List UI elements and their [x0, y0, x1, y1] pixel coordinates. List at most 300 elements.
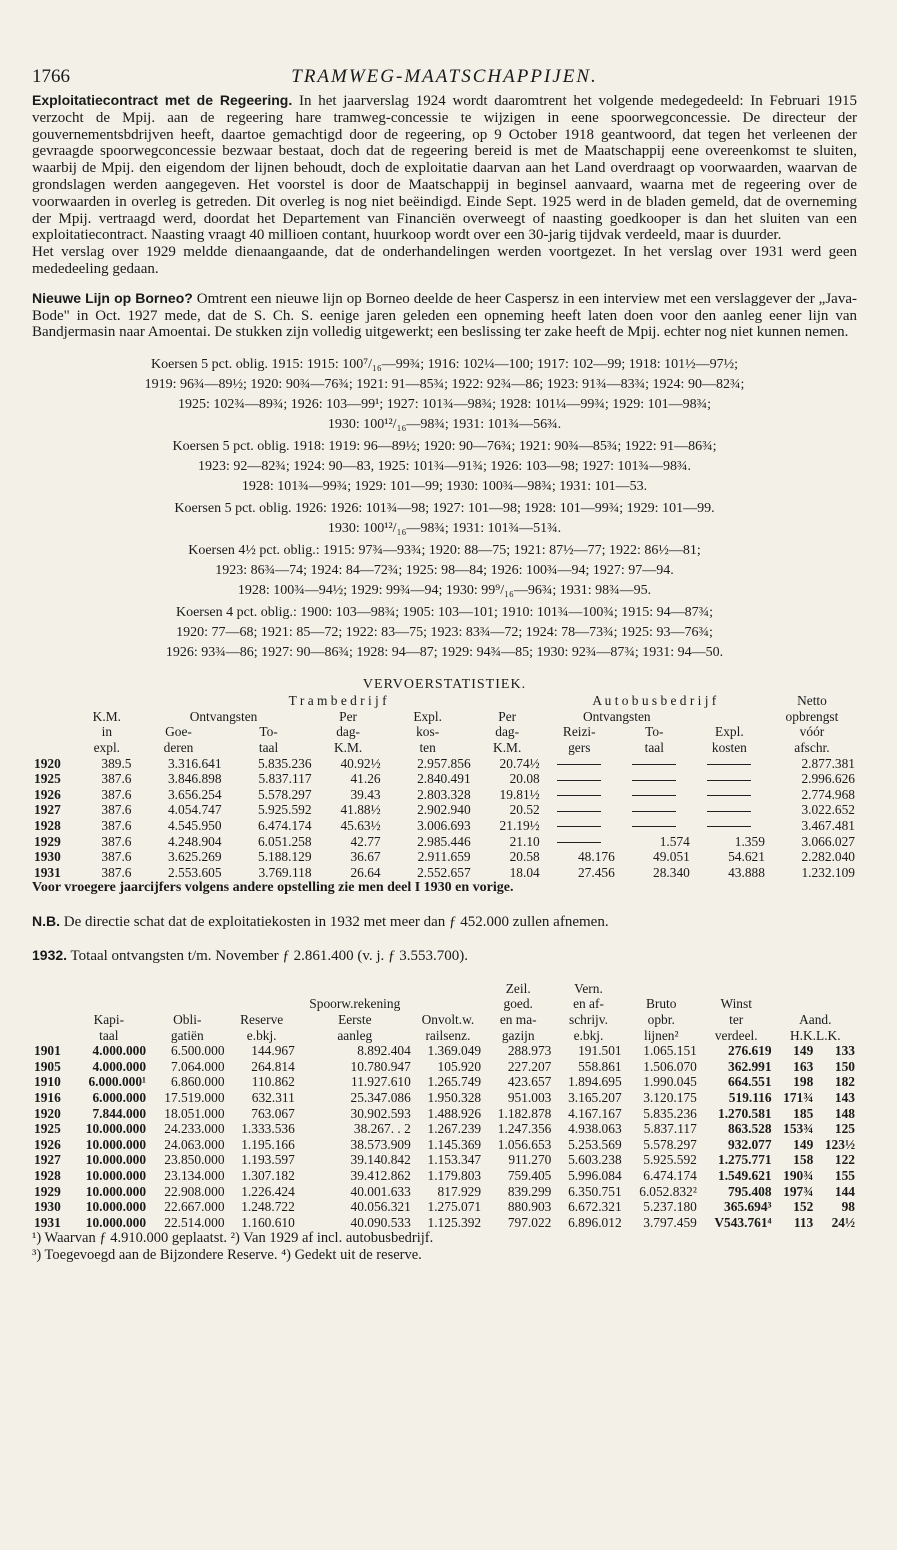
cell-totaal: 5.188.129: [257, 849, 312, 865]
vervoer-table: [32, 693, 857, 880]
cell-perdag2: 21.10: [509, 833, 540, 849]
cell-res: 1.333.536: [241, 1121, 295, 1137]
cell-winst: 664.551: [728, 1074, 772, 1090]
table-row: [32, 1059, 857, 1075]
cell-k: 144: [834, 1183, 855, 1199]
table-row: [32, 771, 857, 787]
kapitaal-head-onvolt: railsenz.: [425, 1027, 471, 1043]
kapitaal-head-zeil: goed.: [503, 996, 533, 1012]
kapitaal-head-kap: [70, 981, 148, 997]
cell-vern: 4.167.167: [568, 1105, 622, 1121]
cell-kap: 7.844.000: [92, 1105, 147, 1121]
cell-k: 123½: [824, 1136, 855, 1152]
cell-kap: 10.000.000: [85, 1214, 147, 1230]
kapitaal-head-kap: Kapi-: [93, 1011, 125, 1027]
cell-reiz: [542, 756, 617, 772]
row-year: 1925: [34, 771, 61, 787]
cell-obli: 23.134.000: [164, 1167, 225, 1183]
cell-bexpl: [692, 756, 767, 772]
cell-btot: 49.051: [653, 849, 690, 865]
cell-zeil: 1.247.356: [497, 1121, 552, 1137]
cell-bexpl: [692, 802, 767, 818]
cell-kap: 10.000.000: [85, 1121, 147, 1137]
cell-km: 389.5: [101, 755, 132, 771]
vervoer-head-perdag-2: dag-: [336, 724, 360, 740]
cell-perdag: 26.64: [350, 864, 381, 880]
cell-vern: 3.165.207: [568, 1089, 622, 1105]
empty-dash: [632, 780, 676, 781]
cell-zeil: 423.657: [507, 1074, 552, 1090]
cell-kap: 10.000.000: [85, 1199, 147, 1215]
cell-winst: 1.549.621: [718, 1167, 772, 1183]
koersen-line: Koersen 5 pct. oblig. 1926: 1926: 101¾—98; 1927: 101—98; 1928: 101—99¾; 1929: 101—99.: [174, 501, 715, 517]
cell-reiz: [542, 787, 617, 803]
koersen-line: Koersen 5 pct. oblig. 1915: 1915: 100⁷/₁₆—99¾; 1916: 102¼—100; 1917: 102—99; 1918: 101½—97½;: [150, 357, 739, 373]
cell-perdag: 36.67: [350, 849, 381, 865]
kapitaal-head-onvolt: Onvolt.w.: [421, 1011, 475, 1027]
cell-bruto: 6.052.832²: [639, 1183, 697, 1199]
vervoer-head-expl-1: Expl.: [413, 708, 442, 724]
cell-km: 387.6: [101, 864, 132, 880]
kapitaal-head-aand: [774, 981, 857, 997]
cell-km: 387.6: [101, 802, 132, 818]
row-year: 1927: [34, 802, 61, 818]
cell-zeil: 1.056.653: [497, 1136, 552, 1152]
cell-res: 264.814: [251, 1058, 295, 1074]
cell-btot: [617, 802, 692, 818]
cell-obli: 6.860.000: [170, 1074, 225, 1090]
cell-perdag: 42.77: [350, 833, 381, 849]
table-row: [32, 1043, 857, 1059]
cell-res: 1.195.166: [241, 1136, 295, 1152]
cell-perdag2: 20.74½: [499, 755, 540, 771]
cell-reiz: 48.176: [577, 849, 615, 865]
cell-obli: 22.514.000: [164, 1214, 225, 1230]
cell-onvolt: 1.125.392: [427, 1214, 482, 1230]
cell-eerste: 40.001.633: [350, 1183, 411, 1199]
vervoer-head-reizi-1: Reizi-: [562, 724, 596, 740]
cell-zeil: 1.182.878: [497, 1105, 552, 1121]
empty-dash: [557, 811, 601, 812]
cell-res: 1.193.597: [241, 1152, 295, 1168]
cell-obli: 22.908.000: [164, 1183, 225, 1199]
cell-kap: 10.000.000: [85, 1152, 147, 1168]
cell-obli: 17.519.000: [164, 1089, 225, 1105]
vervoer-head-netto: Netto: [797, 693, 827, 709]
cell-reiz: [542, 834, 617, 850]
cell-kap: 10.000.000: [85, 1136, 147, 1152]
kapitaal-head-onvolt: [413, 996, 483, 1012]
cell-k: 133: [834, 1043, 855, 1059]
empty-dash: [632, 764, 676, 765]
cell-eerste: 39.412.862: [350, 1167, 411, 1183]
cell-eerste: 10.780.947: [350, 1058, 411, 1074]
cell-vern: 5.603.238: [568, 1152, 622, 1168]
koersen-line: 1926: 93¾—86; 1927: 90—86¾; 1928: 94—87; 1929: 94¾—85; 1930: 92¾—87¾; 1931: 94—50.: [165, 645, 724, 661]
cell-winst: 1.275.771: [718, 1152, 772, 1168]
cell-reiz: [542, 802, 617, 818]
cell-k: 98: [841, 1199, 855, 1215]
cell-expl: 3.006.693: [417, 817, 471, 833]
row-year: 1916: [34, 1089, 61, 1105]
vervoer-head-reizi-2: gers: [568, 739, 591, 755]
koersen-line: Koersen 4½ pct. oblig.: 1915: 97¾—93¾; 1920: 88—75; 1921: 87½—77; 1922: 86½—81;: [188, 543, 701, 559]
vervoer-group-tram: T r a m b e d r i j f: [288, 693, 387, 709]
cell-bruto: 5.578.297: [643, 1136, 697, 1152]
cell-eerste: 8.892.404: [357, 1043, 411, 1059]
table-row: [32, 865, 857, 881]
cell-k: 182: [834, 1074, 855, 1090]
cell-btot: [617, 771, 692, 787]
row-year: 1927: [34, 1152, 61, 1168]
kapitaal-head-winst: ter: [729, 1011, 744, 1027]
cell-onvolt: 105.920: [437, 1058, 482, 1074]
cell-zeil: 911.270: [508, 1152, 552, 1168]
cell-eerste: 11.927.610: [351, 1074, 411, 1090]
cell-k: 122: [834, 1152, 855, 1168]
cell-perdag: 39.43: [350, 786, 381, 802]
vervoer-head-bexpl-1: Expl.: [715, 724, 744, 740]
kapitaal-head-bruto: Bruto: [645, 996, 677, 1012]
vervoer-head-bexpl-2: kosten: [711, 739, 747, 755]
vervoer-head-goe-2: deren: [163, 739, 194, 755]
cell-perdag2: 20.52: [509, 802, 540, 818]
row-year: 1929: [34, 1183, 61, 1199]
cell-zeil: 880.903: [507, 1199, 552, 1215]
cell-km: 387.6: [101, 771, 132, 787]
cell-reiz: 27.456: [577, 864, 615, 880]
y1932-paragraph: [32, 947, 857, 965]
kapitaal-head-vern: en af-: [573, 996, 604, 1012]
nb-text: De directie schat dat de exploitatiekosten in 1932 met meer dan ƒ 452.000 zullen afnemen.: [63, 913, 609, 930]
cell-res: 1.248.722: [241, 1199, 295, 1215]
cell-winst: 863.528: [728, 1121, 772, 1137]
empty-dash: [707, 826, 751, 827]
vervoer-head-voor-2: afschr.: [794, 739, 830, 755]
cell-h: 163: [793, 1058, 814, 1074]
empty-dash: [557, 780, 601, 781]
running-title: TRAMWEG-MAATSCHAPPIJEN.: [291, 66, 598, 87]
cell-netto: 2.877.381: [801, 755, 855, 771]
cell-h: 185: [793, 1105, 814, 1121]
y1932-label: 1932.: [32, 946, 68, 963]
kapitaal-head-winst: [699, 981, 774, 997]
cell-h: 198: [793, 1074, 814, 1090]
cell-vern: 5.996.084: [568, 1167, 622, 1183]
koersen-line: 1930: 100¹²/₁₆—98¾; 1931: 101¾—51¾.: [327, 521, 562, 537]
row-year: 1931: [34, 1214, 61, 1230]
cell-zeil: 227.207: [507, 1058, 552, 1074]
cell-bruto: 5.925.592: [643, 1152, 697, 1168]
kapitaal-head-reserve: [227, 981, 297, 997]
table-row: [32, 787, 857, 803]
cell-h: 171¾: [783, 1089, 814, 1105]
page-number: 1766: [32, 66, 70, 87]
cell-kap: 6.000.000: [92, 1089, 147, 1105]
y1932-text: Totaal ontvangsten t/m. November ƒ 2.861.400 (v. j. ƒ 3.553.700).: [70, 947, 469, 964]
cell-expl: 2.803.328: [417, 786, 471, 802]
empty-dash: [632, 811, 676, 812]
kapitaal-head-reserve: e.bkj.: [246, 1027, 277, 1043]
cell-vern: 191.501: [578, 1043, 622, 1059]
cell-bexpl: [692, 771, 767, 787]
cell-k: 148: [834, 1105, 855, 1121]
cell-k: 143: [834, 1089, 855, 1105]
table-row: [32, 1137, 857, 1153]
cell-obli: 24.233.000: [164, 1121, 225, 1137]
exploitatie-paragraph: [32, 92, 857, 244]
cell-h: 153¾: [783, 1121, 814, 1137]
cell-expl: 2.902.940: [417, 802, 471, 818]
vervoer-head-km-3: expl.: [93, 739, 121, 755]
cell-totaal: 5.835.236: [257, 755, 312, 771]
table-row: [32, 1215, 857, 1231]
cell-totaal: 5.837.117: [258, 771, 312, 787]
cell-goed: 4.545.950: [167, 817, 222, 833]
cell-onvolt: 817.929: [437, 1183, 482, 1199]
row-year: 1905: [34, 1058, 61, 1074]
table-row: [32, 818, 857, 834]
cell-h: 152: [793, 1199, 814, 1215]
cell-k: 24½: [831, 1214, 855, 1230]
cell-km: 387.6: [101, 786, 132, 802]
nb-paragraph: [32, 913, 857, 931]
cell-vern: 5.253.569: [568, 1136, 622, 1152]
cell-bexpl: 1.359: [734, 833, 765, 849]
vervoer-head-perdag2-2: dag-: [495, 724, 520, 740]
cell-bruto: 5.837.117: [643, 1121, 697, 1137]
vervoer-head-voor-1: vóór: [799, 724, 825, 740]
cell-h: 149: [793, 1043, 814, 1059]
table-row: [32, 1184, 857, 1200]
cell-h: 113: [793, 1214, 814, 1230]
kapitaal-head-obli: Obli-: [173, 1011, 202, 1027]
vervoer-head-bus-ontv: Ontvangsten: [582, 708, 651, 724]
cell-vern: 558.861: [578, 1058, 622, 1074]
cell-goed: 3.625.269: [167, 849, 222, 865]
table-row: [32, 1090, 857, 1106]
empty-dash: [707, 764, 751, 765]
cell-perdag2: 18.04: [509, 864, 540, 880]
cell-netto: 2.996.626: [801, 771, 855, 787]
cell-eerste: 39.140.842: [350, 1152, 411, 1168]
cell-h: 190¾: [783, 1167, 814, 1183]
borneo-text: Omtrent een nieuwe lijn op Borneo deelde de heer Caspersz in een interview met een verslaggever der „Java-Bode" in Oct. 1927 mede, dat de S. Ch. S. eenige jaren geleden een opneming heeft laten doen voor den aanleg eener lijn van Bandjermasin naar Amoentai. De stukken zijn volledig uitgewerkt; een beslissing ter zake heeft de Mpij. echter nog niet kunnen nemen.: [32, 290, 857, 341]
cell-kap: 10.000.000: [85, 1167, 147, 1183]
cell-totaal: 5.578.297: [257, 786, 312, 802]
cell-reiz: [542, 818, 617, 834]
cell-btot: 28.340: [653, 864, 690, 880]
cell-perdag2: 19.81½: [499, 786, 540, 802]
cell-winst: 932.077: [728, 1136, 772, 1152]
cell-perdag: 40.92½: [340, 755, 381, 771]
koersen-line: Koersen 4 pct. oblig.: 1900: 103—98¾; 1905: 103—101; 1910: 101¾—100¾; 1915: 94—87¾;: [175, 605, 714, 621]
vervoer-head-bto-2: taal: [644, 739, 664, 755]
cell-expl: 2.985.446: [417, 833, 471, 849]
row-year: 1910: [34, 1074, 61, 1090]
empty-dash: [557, 795, 601, 796]
kapitaal-head-obli: [148, 996, 226, 1012]
cell-bruto: 6.474.174: [643, 1167, 697, 1183]
vervoer-footnote: Voor vroegere jaarcijfers volgens andere opstelling zie men deel I 1930 en vorige.: [32, 880, 514, 896]
cell-expl: 2.911.659: [417, 849, 471, 865]
empty-dash: [557, 764, 601, 765]
cell-winst: 362.991: [728, 1058, 772, 1074]
cell-res: 1.160.610: [241, 1214, 295, 1230]
cell-winst: 1.270.581: [718, 1105, 772, 1121]
empty-dash: [707, 811, 751, 812]
cell-netto: 3.066.027: [801, 833, 855, 849]
cell-km: 387.6: [101, 833, 132, 849]
empty-dash: [557, 842, 601, 843]
kapitaal-head-obli: [148, 981, 226, 997]
cell-winst: 519.116: [728, 1089, 772, 1105]
cell-res: 632.311: [251, 1089, 295, 1105]
kapitaal-head-reserve: [227, 996, 297, 1012]
empty-dash: [707, 795, 751, 796]
cell-bruto: 5.835.236: [643, 1105, 697, 1121]
cell-eerste: 38.573.909: [350, 1136, 411, 1152]
row-year: 1926: [34, 786, 61, 802]
row-year: 1928: [34, 817, 61, 833]
cell-km: 387.6: [101, 817, 132, 833]
cell-bruto: 1.065.151: [643, 1043, 697, 1059]
cell-winst: V543.761⁴: [714, 1214, 772, 1230]
table-row: [32, 802, 857, 818]
vervoer-head-to-2: taal: [258, 739, 279, 755]
cell-eerste: 30.902.593: [350, 1105, 411, 1121]
vervoer-head-perdag2-1: Per: [498, 708, 517, 724]
exploitatie-title: Exploitatiecontract met de Regeering.: [32, 92, 293, 108]
cell-onvolt: 1.145.369: [427, 1136, 482, 1152]
kapitaal-head-eerste: aanleg: [337, 1027, 373, 1043]
vervoer-head-perdag-1: Per: [339, 708, 358, 724]
cell-bruto: 1.990.045: [643, 1074, 697, 1090]
cell-k: 125: [834, 1121, 855, 1137]
kapitaal-head-obli: gatiën: [170, 1027, 204, 1043]
table-row: [32, 1199, 857, 1215]
koersen-line: 1920: 77—68; 1921: 85—72; 1922: 83—75; 1923: 83¾—72; 1924: 78—73¾; 1925: 93—76¾;: [176, 625, 713, 641]
cell-goed: 2.553.605: [167, 864, 222, 880]
cell-eerste: 40.056.321: [350, 1199, 411, 1215]
cell-goed: 4.054.747: [167, 802, 222, 818]
cell-eerste: 40.090.533: [350, 1214, 411, 1230]
vervoer-head-to-1: To-: [259, 724, 278, 740]
cell-zeil: 288.973: [507, 1043, 552, 1059]
row-year: 1930: [34, 1199, 61, 1215]
kapitaal-head-bruto: [624, 981, 699, 997]
kapitaal-head-vern: e.bkj.: [573, 1027, 604, 1043]
cell-netto: 2.774.968: [801, 786, 855, 802]
koersen-line: 1928: 101¾—99¾; 1929: 101—99; 1930: 100¾—98¾; 1931: 101—53.: [241, 479, 648, 495]
cell-res: 110.862: [251, 1074, 295, 1090]
vervoer-head-expl-3: ten: [419, 739, 436, 755]
vervoer-head-km-2: in: [101, 724, 113, 740]
kapitaal-head-vern: Vern.: [574, 980, 603, 996]
cell-h: 158: [793, 1152, 814, 1168]
koersen-line: 1919: 96¾—89½; 1920: 90¾—76¾; 1921: 91—85¾; 1922: 92¾—86; 1923: 91¾—83¾; 1924: 90—82¾;: [144, 377, 745, 393]
kapitaal-head-eerste: Eerste: [338, 1011, 372, 1027]
cell-obli: 22.667.000: [164, 1199, 225, 1215]
cell-netto: 2.282.040: [801, 849, 855, 865]
cell-onvolt: 1.179.803: [427, 1167, 482, 1183]
cell-totaal: 5.925.592: [257, 802, 312, 818]
vervoer-head-km-1: K.M.: [92, 708, 121, 724]
cell-perdag2: 20.58: [509, 849, 540, 865]
row-year: 1926: [34, 1136, 61, 1152]
cell-goed: 3.316.641: [167, 755, 222, 771]
cell-perdag2: 21.19½: [499, 817, 540, 833]
vervoer-head-opbrengst: opbrengst: [785, 708, 839, 724]
cell-k: 155: [834, 1167, 855, 1183]
empty-dash: [632, 795, 676, 796]
cell-bruto: 1.506.070: [643, 1058, 697, 1074]
table-row: [32, 1106, 857, 1122]
cell-goed: 3.846.898: [167, 771, 222, 787]
cell-totaal: 6.474.174: [257, 817, 312, 833]
koersen-line: 1928: 100¾—94½; 1929: 99¾—94; 1930: 99⁹/₁₆—96¾; 1931: 98¾—95.: [237, 583, 652, 599]
cell-bexpl: 43.888: [728, 864, 765, 880]
cell-vern: 1.894.695: [568, 1074, 622, 1090]
cell-perdag: 45.63½: [340, 817, 381, 833]
kapitaal-head-zeil: gazijn: [501, 1027, 535, 1043]
cell-btot: [617, 818, 692, 834]
cell-netto: 3.022.652: [801, 802, 855, 818]
cell-vern: 6.896.012: [568, 1214, 622, 1230]
row-year: 1931: [34, 864, 61, 880]
kapitaal-head-reserve: Reserve: [240, 1011, 284, 1027]
cell-kap: 4.000.000: [92, 1043, 147, 1059]
cell-onvolt: 1.275.071: [427, 1199, 482, 1215]
cell-obli: 23.850.000: [164, 1152, 225, 1168]
cell-expl: 2.957.856: [417, 755, 471, 771]
cell-bruto: 3.797.459: [643, 1214, 697, 1230]
cell-totaal: 6.051.258: [257, 833, 312, 849]
cell-kap: 6.000.000¹: [88, 1074, 147, 1090]
kapitaal-table: [32, 981, 857, 1231]
cell-reiz: [542, 771, 617, 787]
cell-btot: 1.574: [659, 833, 690, 849]
cell-zeil: 839.299: [507, 1183, 552, 1199]
cell-zeil: 951.003: [507, 1089, 552, 1105]
cell-onvolt: 1.488.926: [427, 1105, 482, 1121]
empty-dash: [632, 826, 676, 827]
kapitaal-head-eerste: Spoorw.rekening: [309, 996, 401, 1012]
cell-winst: 795.408: [728, 1183, 772, 1199]
cell-res: 1.226.424: [241, 1183, 295, 1199]
row-year: 1929: [34, 833, 61, 849]
cell-winst: 365.694³: [724, 1199, 772, 1215]
cell-h: 149: [793, 1136, 814, 1152]
cell-zeil: 759.405: [507, 1167, 552, 1183]
cell-netto: 3.467.481: [801, 817, 855, 833]
table-row: [32, 1152, 857, 1168]
vervoer-head-goe-1: Goe-: [165, 724, 192, 740]
cell-res: 1.307.182: [241, 1167, 295, 1183]
row-year: 1901: [34, 1043, 61, 1059]
exploitatie-paragraph-2: Het verslag over 1929 meldde dienaangaande, dat de onderhandelingen werden voortgezet. In het verslag over 1931 werd geen mededeeling gedaan.: [32, 244, 857, 277]
cell-expl: 2.552.657: [417, 864, 471, 880]
kapitaal-head-zeil: Zeil.: [505, 980, 531, 996]
kapitaal-head-zeil: en ma-: [499, 1011, 537, 1027]
cell-goed: 3.656.254: [167, 786, 222, 802]
cell-k: 150: [834, 1058, 855, 1074]
cell-btot: [617, 756, 692, 772]
kapitaal-head-aand: H.K.L.K.: [789, 1027, 841, 1043]
kapitaal-footnote-2: ³) Toegevoegd aan de Bijzondere Reserve. ⁴) Gedekt uit de reserve.: [32, 1246, 422, 1263]
vervoer-head-ontv: Ontvangsten: [189, 708, 258, 724]
vervoer-title: VERVOERSTATISTIEK.: [362, 677, 527, 693]
